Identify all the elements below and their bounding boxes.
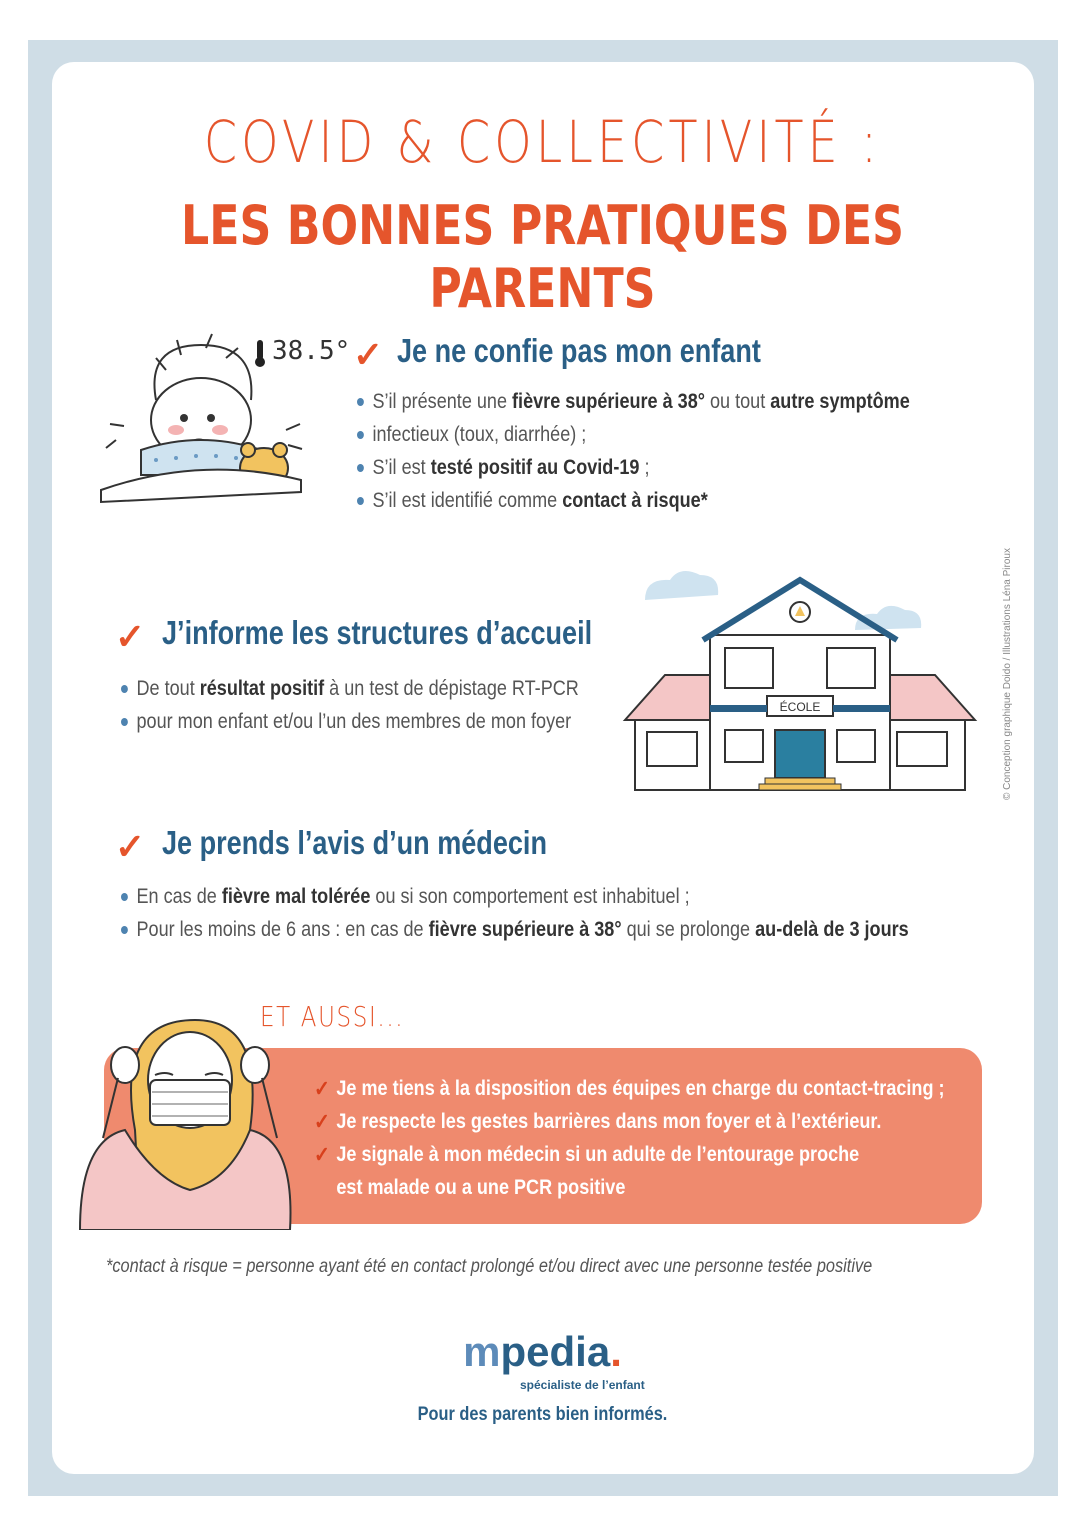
- thermometer-icon: [253, 340, 267, 368]
- section1-heading: Je ne confie pas mon enfant: [397, 332, 761, 369]
- list-item: ✓ Je signale à mon médecin si un adulte de l’entourage proche: [314, 1138, 945, 1171]
- logo-pedia: pedia: [500, 1328, 611, 1375]
- list-item: S’il est testé positif au Covid-19 ;: [357, 451, 910, 484]
- check-icon: ✓: [115, 826, 146, 867]
- list-item: ✓ Je respecte les gestes barrières dans mon foyer et à l’extérieur.: [314, 1105, 945, 1138]
- check-icon: ✓: [314, 1142, 330, 1167]
- section3-heading: Je prends l’avis d’un médecin: [162, 824, 547, 861]
- thermometer-reading: 38.5°: [272, 336, 351, 366]
- list-item-continuation: pour mon enfant et/ou l’un des membres de mon foyer: [121, 705, 579, 738]
- masked-woman-illustration: [40, 1010, 310, 1230]
- section1-list: [357, 385, 1000, 517]
- school-illustration: [615, 570, 985, 795]
- list-item: De tout résultat positif à un test de dépistage RT-PCR: [121, 672, 579, 705]
- footnote: *contact à risque = personne ayant été en contact prolongé et/ou direct avec une personne testée positive: [106, 1256, 873, 1277]
- section2-list: [121, 672, 653, 738]
- et-aussi-label: ET AUSSI...: [260, 1000, 405, 1033]
- slogan: Pour des parents bien informés.: [417, 1404, 668, 1425]
- credit-text: © Conception graphique Doido / Illustrations Léna Piroux: [1002, 548, 1013, 800]
- list-item-continuation: est malade ou a une PCR positive: [336, 1176, 626, 1199]
- list-item: En cas de fièvre mal tolérée ou si son comportement est inhabituel ;: [121, 880, 909, 913]
- mpedia-logo[interactable]: [0, 1328, 1085, 1376]
- list-item: S’il présente une fièvre supérieure à 38° ou tout autre symptôme: [357, 385, 910, 418]
- logo-m: m: [463, 1328, 501, 1375]
- check-icon: ✓: [353, 334, 384, 375]
- check-icon: ✓: [115, 616, 146, 657]
- logo-dot: .: [610, 1328, 622, 1375]
- list-item-continuation: infectieux (toux, diarrhée) ;: [357, 418, 910, 451]
- svg-text:ÉCOLE: ÉCOLE: [779, 700, 821, 714]
- list-item: S’il est identifié comme contact à risque*: [357, 484, 910, 517]
- et-aussi-list: [314, 1072, 1047, 1204]
- check-icon: ✓: [314, 1076, 330, 1101]
- list-item: ✓ Je me tiens à la disposition des équipes en charge du contact-tracing ;: [314, 1072, 945, 1105]
- check-icon: ✓: [314, 1109, 330, 1134]
- logo-tagline: spécialiste de l’enfant: [520, 1378, 645, 1392]
- list-item: Pour les moins de 6 ans : en cas de fièvre supérieure à 38° qui se prolonge au-delà de 3 jours: [121, 913, 909, 946]
- title-line1: COVID & COLLECTIVITÉ :: [203, 108, 882, 176]
- section3-list: [121, 880, 1037, 946]
- section2-heading: J’informe les structures d’accueil: [162, 614, 593, 651]
- title-line2: LES BONNES PRATIQUES DES PARENTS: [181, 194, 904, 320]
